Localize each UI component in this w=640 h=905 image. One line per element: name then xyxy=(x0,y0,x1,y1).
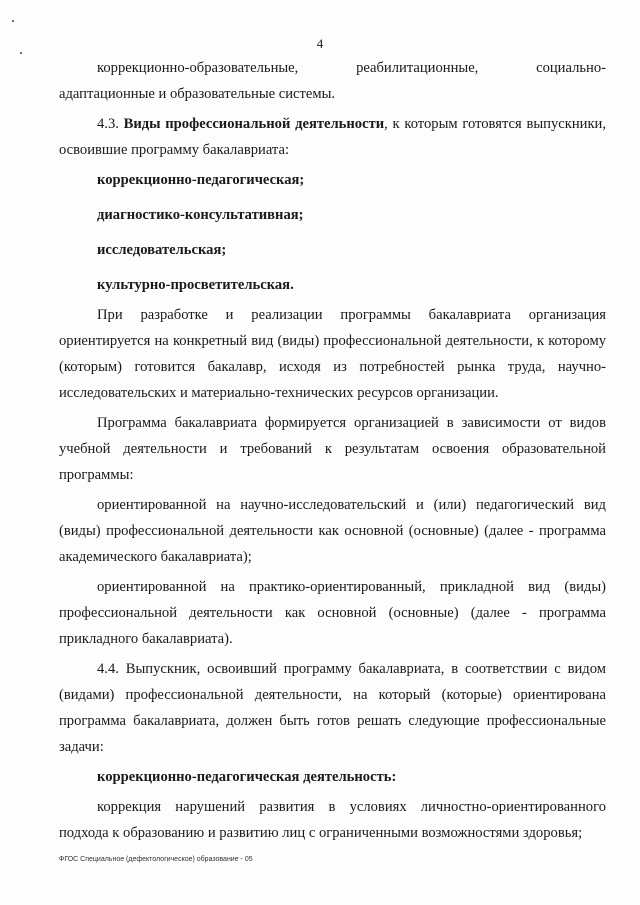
paragraph-academic-bachelor: ориентированной на научно-исследовательский и (или) педагогический вид (виды) профессиональной деятельности как основной (основные) (далее - программа академического бакалавриата); xyxy=(59,497,606,565)
section-heading-activity-types: Виды профессиональной деятельности xyxy=(123,116,385,132)
paragraph-program-formed: Программа бакалавриата формируется организацией в зависимости от видов учебной деятельности и требований к результатам освоения образовательной программы: xyxy=(59,415,606,483)
line-systems-2: адаптационные и образовательные системы. xyxy=(59,86,336,102)
paragraph-4-3-rest: , к которым готовятся выпускники, освоившие программу бакалавриата: xyxy=(59,116,606,158)
scan-speck xyxy=(20,52,22,54)
page-number: 4 xyxy=(316,36,324,51)
paragraph-4-3 xyxy=(59,111,606,163)
document-body xyxy=(59,55,606,846)
section-number-4-3: 4.3. xyxy=(97,116,119,132)
activity-type-item: коррекционно-педагогическая; xyxy=(97,172,305,188)
activity-type-item: культурно-просветительская. xyxy=(97,277,294,293)
page-footer: ФГОС Специальное (дефектологическое) образование - 05 xyxy=(59,856,253,863)
scan-speck xyxy=(12,20,14,22)
activity-type-item: исследовательская; xyxy=(97,242,227,258)
activity-type-item: диагностико-консультативная; xyxy=(97,207,304,223)
paragraph-development: При разработке и реализации программы бакалавриата организация ориентируется на конкретный вид (виды) профессиональной деятельности, к которому (которым) готовится бакалавр, исходя из потребностей рынка труда, научно-исследовательских и материально-технических ресурсов организации. xyxy=(59,307,606,401)
paragraph-applied-bachelor: ориентированной на практико-ориентированный, прикладной вид (виды) профессиональной деятельности как основной (основные) (далее - программа прикладного бакалавриата). xyxy=(59,579,606,647)
paragraph-systems-continued xyxy=(59,55,606,107)
heading-correctional-activity: коррекционно-педагогическая деятельность: xyxy=(97,769,397,785)
line-systems-1: коррекционно-образовательные, реабилитационные, социально- xyxy=(97,60,606,76)
paragraph-4-4: 4.4. Выпускник, освоивший программу бакалавриата, в соответствии с видом (видами) профессиональной деятельности, на который (которые) ориентирована программа бакалавриата, должен быть готов решать следующие профессиональные задачи: xyxy=(59,661,606,755)
activity-types-list xyxy=(59,167,606,298)
paragraph-correction-task: коррекция нарушений развития в условиях личностно-ориентированного подхода к образованию и развитию лиц с ограниченными возможностями здоровья; xyxy=(59,799,606,841)
